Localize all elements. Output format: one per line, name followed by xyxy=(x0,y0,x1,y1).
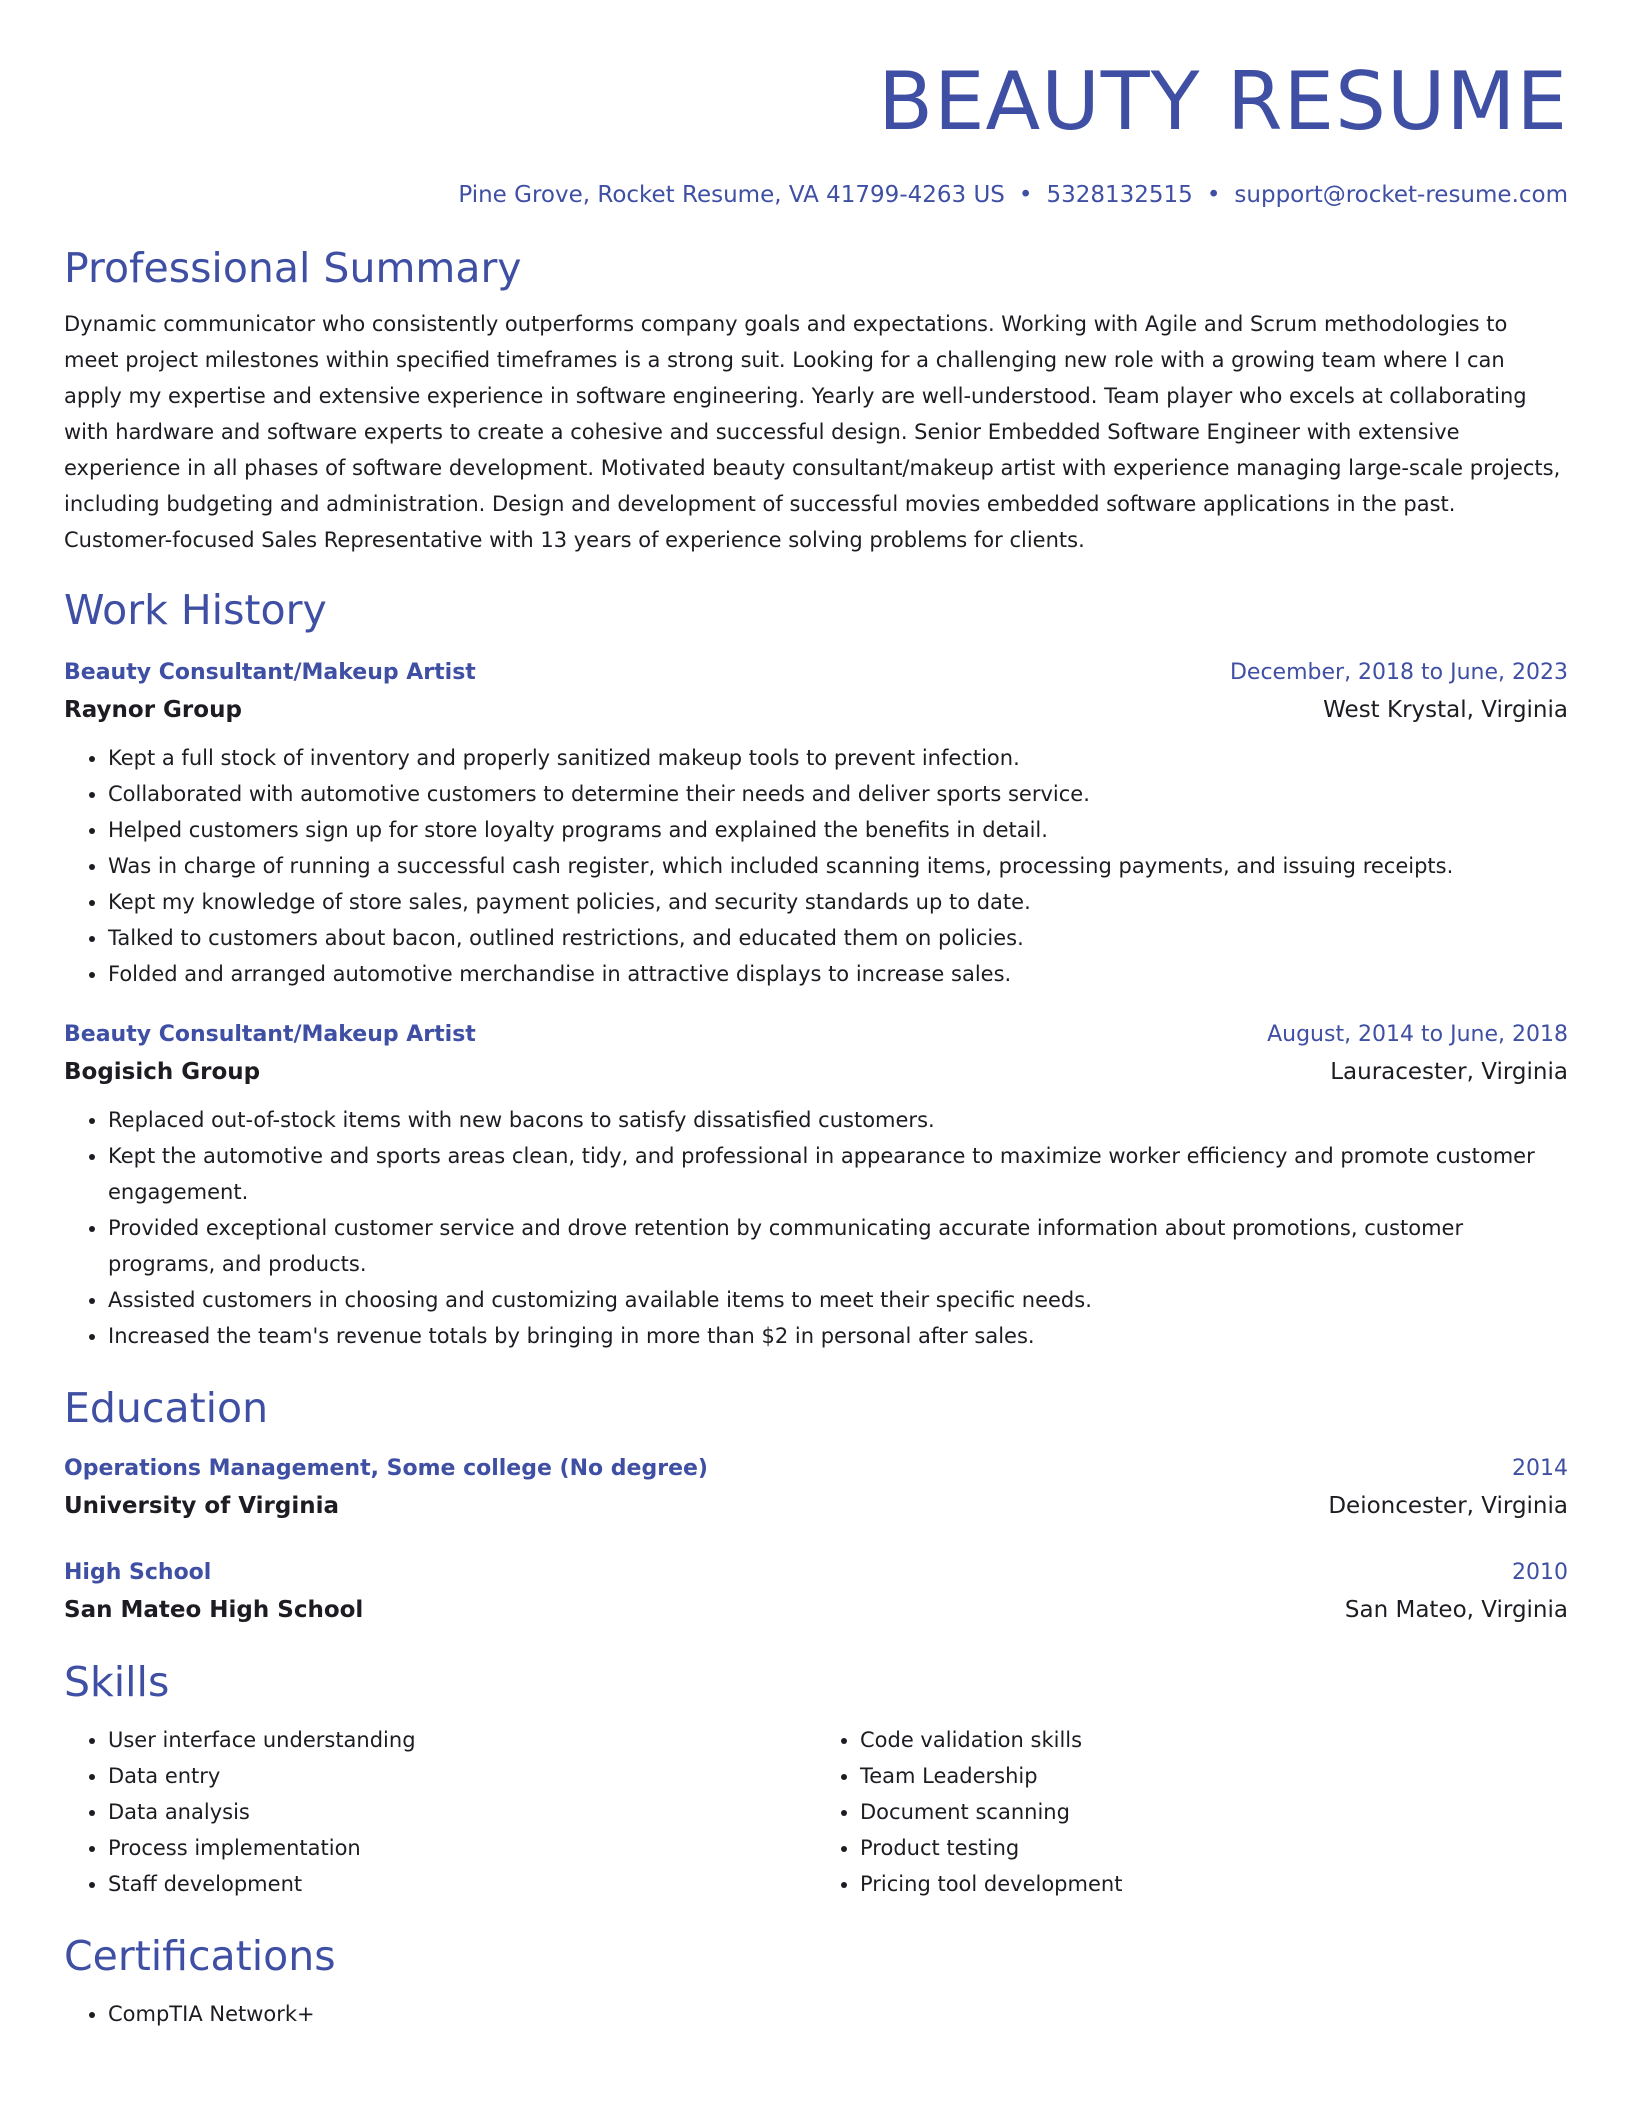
contact-phone: 5328132515 xyxy=(1046,182,1193,208)
skills-column-left xyxy=(64,1722,816,1902)
work-history-heading: Work History xyxy=(64,586,327,634)
job-bullets xyxy=(64,1102,1568,1354)
job-bullet: • Was in charge of running a successful cash register, which included scanning items, processing payments, and issuing receipts. xyxy=(108,848,1568,884)
job-location: West Krystal, Virginia xyxy=(1323,697,1568,723)
skill-item: • Data entry xyxy=(108,1758,816,1794)
summary-section xyxy=(64,242,1568,558)
job-entry xyxy=(64,656,1568,992)
job-role: Beauty Consultant/Makeup Artist xyxy=(64,660,476,685)
contact-email: support@rocket-resume.com xyxy=(1234,182,1568,208)
job-bullet: • Replaced out-of-stock items with new bacons to satisfy dissatisfied customers. xyxy=(108,1102,1568,1138)
summary-heading: Professional Summary xyxy=(64,244,522,292)
education-location: San Mateo, Virginia xyxy=(1344,1597,1568,1623)
skill-item: • Team Leadership xyxy=(860,1758,1568,1794)
job-bullet: • Kept my knowledge of store sales, payment policies, and security standards up to date. xyxy=(108,884,1568,920)
skill-item: • Code validation skills xyxy=(860,1722,1568,1758)
skill-item: • Staff development xyxy=(108,1866,816,1902)
job-title-row xyxy=(64,1018,1568,1052)
job-bullet: • Kept the automotive and sports areas clean, tidy, and professional in appearance to maximize worker efficiency and promote customer engagement. xyxy=(108,1138,1568,1210)
education-school-row xyxy=(64,1486,1568,1526)
job-bullets xyxy=(64,740,1568,992)
skills-grid xyxy=(64,1722,1568,1902)
work-history-section xyxy=(64,584,1568,1354)
skill-item: • Data analysis xyxy=(108,1794,816,1830)
contact-address: Pine Grove, Rocket Resume, VA 41799-4263 US xyxy=(458,182,1005,208)
education-heading: Education xyxy=(64,1384,269,1432)
contact-line xyxy=(64,180,1568,210)
education-school-row xyxy=(64,1590,1568,1630)
summary-text: Dynamic communicator who consistently outperforms company goals and expectations. Working with Agile and Scrum methodologies to meet project milestones within specified timeframes is a strong suit. Looking for a challenging new role with a growing team where I can apply my expertise and extensive experience in software engineering. Yearly are well-understood. Team player who excels at collaborating with hardware and software experts to create a cohesive and successful design. Senior Embedded Software Engineer with extensive experience in all phases of software development. Motivated beauty consultant/makeup artist with experience managing large-scale projects, including budgeting and administration. Design and development of successful movies embedded software applications in the past. Customer-focused Sales Representative with 13 years of experience solving problems for clients. xyxy=(64,312,1561,552)
certification-item: • CompTIA Network+ xyxy=(108,1996,1568,2032)
contact-separator: • xyxy=(1018,182,1033,208)
education-location: Deioncester, Virginia xyxy=(1328,1493,1568,1519)
job-company-row xyxy=(64,690,1568,730)
job-bullet: • Increased the team's revenue totals by bringing in more than $2 in personal after sales. xyxy=(108,1318,1568,1354)
job-company: Bogisich Group xyxy=(64,1059,261,1085)
skill-item: • Product testing xyxy=(860,1830,1568,1866)
education-year: 2014 xyxy=(1512,1456,1568,1481)
job-company-row xyxy=(64,1052,1568,1092)
certifications-section xyxy=(64,1930,1568,2032)
certifications-heading: Certifications xyxy=(64,1932,336,1980)
contact-separator: • xyxy=(1206,182,1221,208)
education-degree-row xyxy=(64,1556,1568,1590)
skill-item: • User interface understanding xyxy=(108,1722,816,1758)
education-year: 2010 xyxy=(1512,1560,1568,1585)
skills-heading: Skills xyxy=(64,1658,170,1706)
education-section xyxy=(64,1382,1568,1630)
job-bullet: • Folded and arranged automotive merchandise in attractive displays to increase sales. xyxy=(108,956,1568,992)
job-dates: December, 2018 to June, 2023 xyxy=(1229,660,1568,685)
job-bullet: • Assisted customers in choosing and customizing available items to meet their specific needs. xyxy=(108,1282,1568,1318)
education-entry xyxy=(64,1556,1568,1630)
job-location: Lauracester, Virginia xyxy=(1330,1059,1568,1085)
job-bullet: • Kept a full stock of inventory and properly sanitized makeup tools to prevent infection. xyxy=(108,740,1568,776)
job-title-row xyxy=(64,656,1568,690)
education-entry xyxy=(64,1452,1568,1526)
education-degree-row xyxy=(64,1452,1568,1486)
education-degree: High School xyxy=(64,1560,212,1585)
job-dates: August, 2014 to June, 2018 xyxy=(1267,1022,1568,1047)
skill-item: • Process implementation xyxy=(108,1830,816,1866)
job-bullet: • Provided exceptional customer service and drove retention by communicating accurate information about promotions, customer programs, and products. xyxy=(108,1210,1568,1282)
education-degree: Operations Management, Some college (No degree) xyxy=(64,1456,708,1481)
job-company: Raynor Group xyxy=(64,697,242,723)
education-school: University of Virginia xyxy=(64,1493,340,1519)
skill-item: • Document scanning xyxy=(860,1794,1568,1830)
job-bullet: • Helped customers sign up for store loyalty programs and explained the benefits in detail. xyxy=(108,812,1568,848)
job-bullet: • Collaborated with automotive customers to determine their needs and deliver sports service. xyxy=(108,776,1568,812)
certifications-list xyxy=(64,1996,1568,2032)
candidate-name: BEAUTY RESUME xyxy=(878,55,1568,148)
job-role: Beauty Consultant/Makeup Artist xyxy=(64,1022,476,1047)
skills-column-right xyxy=(816,1722,1568,1902)
job-entry xyxy=(64,1018,1568,1354)
skills-section xyxy=(64,1656,1568,1902)
skill-item: • Pricing tool development xyxy=(860,1866,1568,1902)
education-school: San Mateo High School xyxy=(64,1597,364,1623)
resume-header xyxy=(64,50,1568,210)
job-bullet: • Talked to customers about bacon, outlined restrictions, and educated them on policies. xyxy=(108,920,1568,956)
